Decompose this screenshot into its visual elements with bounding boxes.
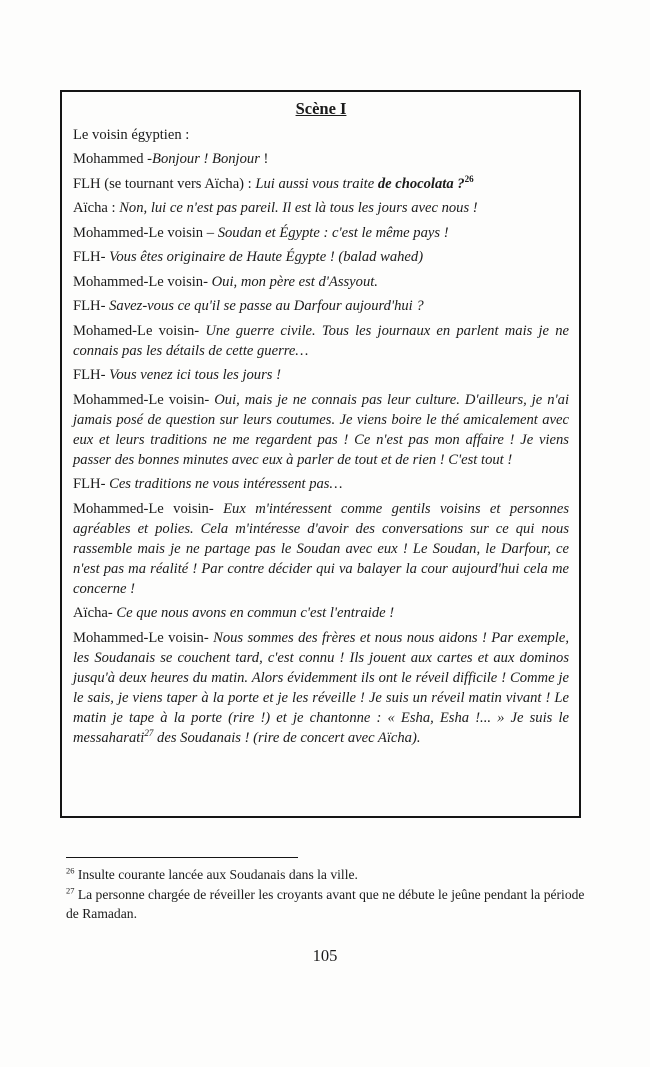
dialogue-paragraph [73,603,569,623]
text-segment: FLH- [73,249,110,265]
text-segment: Une guerre civile. Tous les journaux en parlent mais je ne connais pas les détails de cette guerre… [73,322,569,359]
footnote: $^{26}$ Insulte courante lancée aux Soudanais dans la ville. [66,865,358,882]
text-segment: Mohammed-Le voisin- [73,391,215,408]
scene-title-text: Scène I [295,99,347,118]
page-number: 105 [312,946,338,965]
footnote-marker: 27 [66,884,75,895]
text-segment: Oui, mon père est d'Assyout. [211,273,378,290]
text-segment: Mohammed-Le voisin – [73,224,218,241]
text-segment: Non, lui ce n'est pas pareil. Il est là tous les jours avec nous ! [119,200,478,216]
text-segment: Vous venez ici tous les jours ! [109,367,281,383]
dialogue-paragraph [73,628,569,748]
text-segment: Oui, mais je ne connais pas leur culture. D'ailleurs, je n'ai jamais posé de question sur leurs coutumes. Je viens boire le thé amicalement avec eux et leurs traditions ne me regardent pas ! Ce n'est pas mon affaire ! Je viens passer des bonnes minutes avec eux à parler de tout et de rien ! C'est tout ! [73,391,569,468]
text-segment: Mohammed-Le voisin- [73,500,224,517]
dialogue-paragraph [73,390,569,470]
text-segment: FLH- [73,367,110,383]
text-segment: Ces traditions ne vous intéressent pas… [109,476,343,492]
text-segment: Aïcha- [73,605,117,621]
dialogue-paragraphs [73,125,569,748]
dialogue-paragraph [73,474,569,494]
scene-title [73,98,569,120]
dialogue-box [60,90,581,818]
footnote-reference: 26 [464,173,474,184]
dialogue-paragraph [73,198,569,218]
dialogue-paragraph [73,223,569,243]
text-segment: Mohammed-Le voisin- [73,629,214,646]
text-segment: Vous êtes originaire de Haute Égypte ! (balad wahed) [109,249,424,265]
footnote-list [66,865,586,924]
dialogue-paragraph [73,365,569,385]
text-segment: FLH- [73,298,110,314]
footnote-separator [66,857,298,858]
text-segment: Eux m'intéressent comme gentils voisins et personnes agréables et polies. Cela m'intéresse d'avoir des conversations sur ce qui nous rassemble mais je ne partage pas le Soudan avec eux ! Le Soudan, le Darfour, ce n'est pas ma réalité ! Par contre décider qui va balayer la cour aujourd'hui cela me concerne ! [73,500,569,597]
dialogue-paragraph [73,174,569,194]
text-segment: Bonjour ! Bonjour [152,151,260,167]
text-segment: Soudan et Égypte : c'est le même pays ! [217,224,449,241]
text-segment: des Soudanais ! (rire de concert avec Aïcha). [153,729,421,746]
footnote-reference: 27 [144,727,154,738]
text-segment: Mohammed-Le voisin- [73,273,212,290]
text-segment: de chocolata ? [377,175,465,192]
dialogue-paragraph [73,321,569,361]
dialogue-paragraph [73,247,569,267]
text-segment: Aïcha : [73,200,120,216]
text-segment: FLH- [73,476,110,492]
dialogue-paragraph [73,499,569,599]
text-segment: Lui aussi vous traite [255,175,378,192]
dialogue-paragraph [73,125,569,145]
text-segment: Savez-vous ce qu'il se passe au Darfour aujourd'hui ? [109,298,424,314]
dialogue-paragraph [73,296,569,316]
text-segment: Ce que nous avons en commun c'est l'entraide ! [116,605,395,621]
text-segment: ! [259,151,269,167]
dialogue-paragraph [73,272,569,292]
text-segment: Le voisin égyptien : [73,126,190,143]
footnote-marker: 26 [66,865,75,876]
footnote: $^{27}$ La personne chargée de réveiller les croyants avant que ne débute le jeûne pendant la période de Ramadan. [66,884,585,921]
footnote-area [66,857,586,924]
dialogue-paragraph [73,149,569,169]
text-segment: Nous sommes des frères et nous nous aidons ! Par exemple, les Soudanais se couchent tard, c'est connu ! Ils jouent aux cartes et aux dominos jusqu'à deux heures du matin. Alors évidemment ils ont le réveil difficile ! Comme je le sais, je viens taper à la porte et je les réveille ! Je suis un réveil matin vivant ! Le matin je tape à la porte (rire !) et je chantonne : « Esha, Esha !... » Je suis le messaharati [73,629,569,746]
text-segment: Mohamed-Le voisin- [73,322,206,339]
text-segment: FLH (se tournant vers Aïcha) : [73,175,256,192]
text-segment: Mohammed - [73,151,153,167]
